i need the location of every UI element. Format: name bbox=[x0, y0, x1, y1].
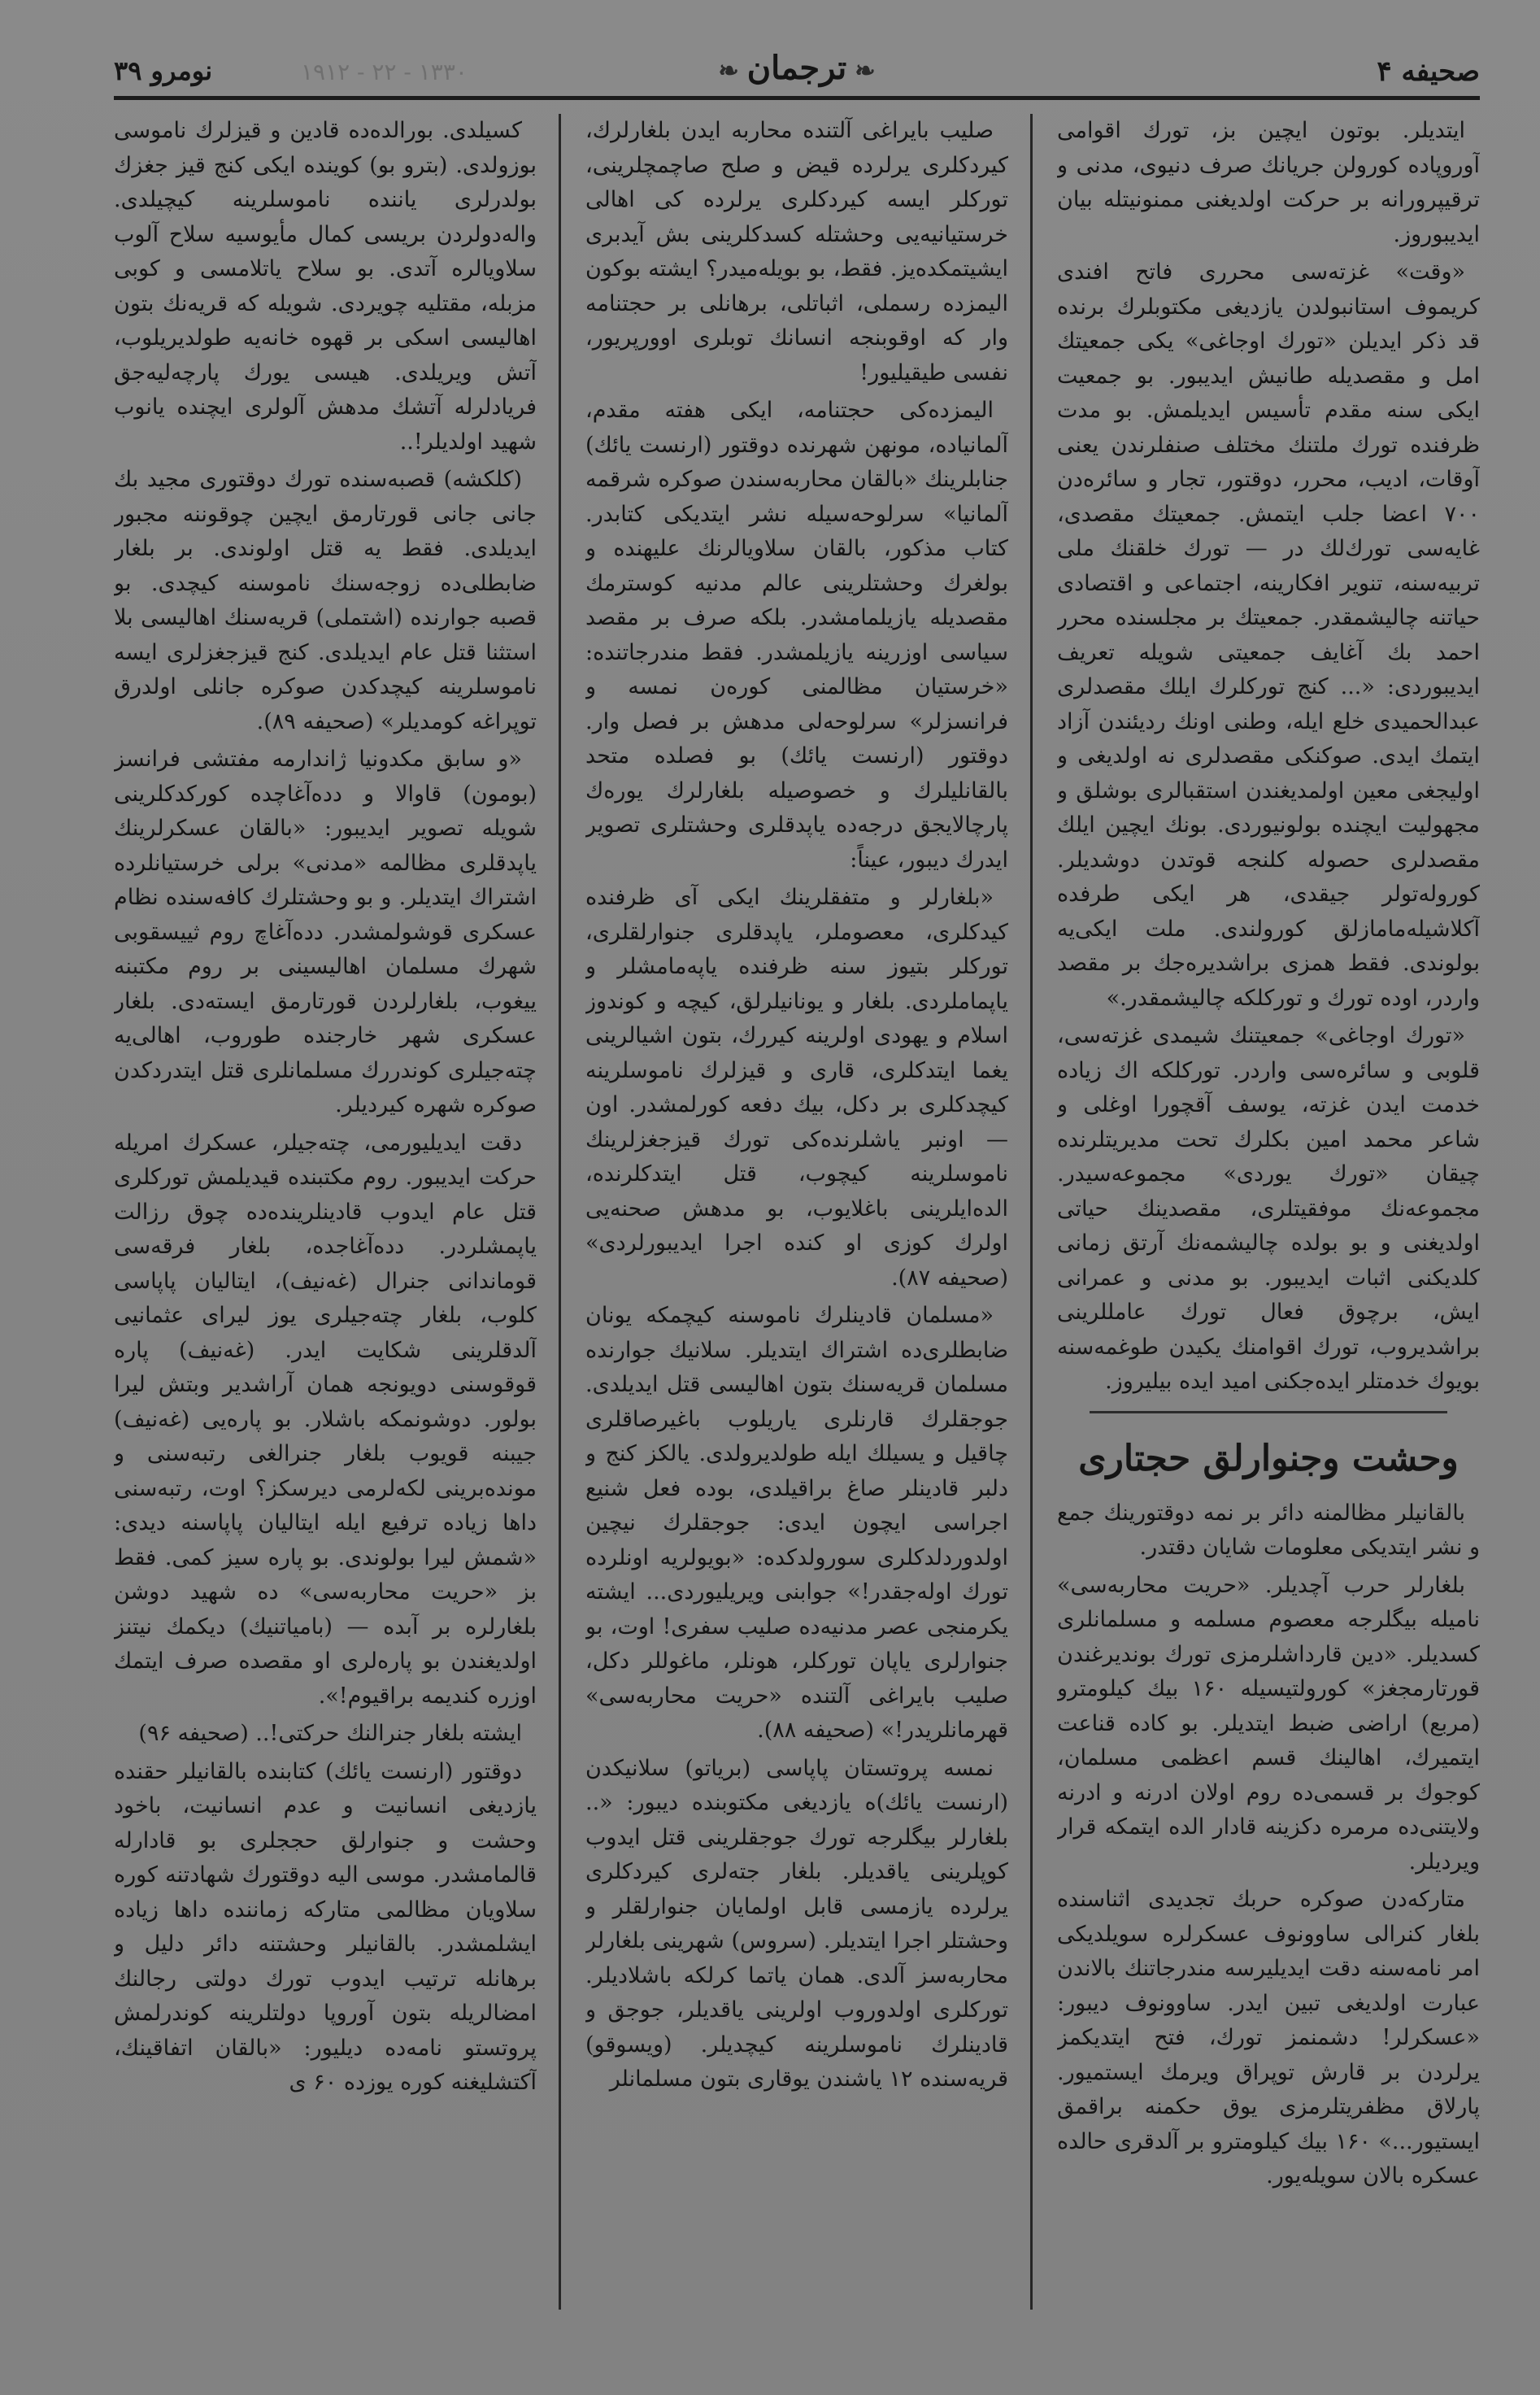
paragraph: دوقتور (ارنست یائك) کتابنده بالقانیلر حقنده یازدیغی انسانیت و عدم انسانیت، باخود وحشت و جنوارلق حججلری بو قادارله قالمامشدر. موسی الیه دوقتورك شهادتنه کوره سلاویان مظالمی متارکه زماننده داها زیاده ایشلمشدر. بالقانیلر وحشتنه دائر دلیل و برهانله ترتیب ایدوب تورك دولتی رجالنك امضالریله بتون آوروپا دولتلرینه کوندرلمش پروتستو نامه‌ده دیلیور: «بالقان اتفاقینك، آکتشلیغنه کوره یوزده ۶۰ ی bbox=[114, 1758, 537, 2095]
paragraph: بالقانیلر مظالمنه دائر بر نمه دوقتورینك جمع و نشر ایتدیکی معلومات شایان دقتدر. bbox=[1057, 1500, 1480, 1560]
paragraph: نمسه پروتستان پاپاسی (بریاتو) سلانیکدن (ارنست یائك)ه یازدیغی مکتوبنده دیبور: «.. بلغارلر بیگلرجه تورك جوجقلرینی قتل ایدوب کوپلرینی یاقدیلر. بلغار جته‌لری کیردکلری یرلرده یازمسی قابل اولمایان جنوارلقلر و وحشتلر اجرا ایتدیلر. (سروس) شهرینی بلغارلر محاربه‌سز آلدی. همان یاتما کرلکه باشلادیلر. تورکلری اولدوروب اولرینی یاقدیلر، جوجق و قادینلرك ناموسلرینه کیچدیلر. (ویسوقو) قریه‌سنده ۱۲ یاشندن یوقاری بتون مسلمانلر bbox=[585, 1755, 1008, 2092]
paragraph: ایتدیلر. بوتون ایچین بز، تورك اقوامی آوروپاده کورولن جریانك صرف دنیوی، مدنی و ترقیپرورانه بر حرکت اولدیغنی ممنونیتله بیان ایدیبوروز. bbox=[1057, 118, 1480, 247]
paragraph: «تورك اوجاغی» جمعیتنك شیمدی غزته‌سی، قلوبی و سائره‌سی واردر. تورکلکه اك زیاده خدمت ایدن غزته، یوسف آقچورا اوغلی و شاعر محمد امین بکلرك تحت مدیریتلرنده چیقان «تورك یوردی» مجموعه‌سیدر. مجموعه‌نك موفقیتلری، مقصدینك حیاتی اولدیغنی و بو بولده چالیشمه‌نك آرتق زمانی کلدیکنی اثبات ایدیبور. بو مدنی و عمرانی ایش، برچوق فعال تورك عامللرینی براشدیروب، تورك اقوامنك یکیدن طوغمه‌سنه بویوك خدمتلر ایده‌جکنی امید ایده بیلیروز. bbox=[1057, 1023, 1480, 1394]
paragraph: ایشته بلغار جنرالنك حرکتی!.. (صحیفه ۹۶) bbox=[138, 1721, 522, 1746]
column-right bbox=[1057, 114, 1480, 2310]
paragraph: «بلغارلر و متفقلرینك ایکی آی ظرفنده کیدکلری، معصوملر، یاپدقلری جنوارلقلری، تورکلر بتیوز سنه ظرفنده یاپه‌مامشلر و یاپماملردی. بلغار و یونانیلرلق، کیچه و کوندوز اسلام و یهودی اولرینه کیررك، بتون اشیالرینی یغما ایتدکلری، قاری و قیزلرك ناموسلرینه کیچدکلری بر دکل، بیك دفعه کورلمشدر. اون — اونبر یاشلرنده‌کی تورك قیزجغزلرینك ناموسلرینه کیچوب، قتل ایتدکلرنده، الده‌ایلرینی باغلایوب، بو مدهش صحنه‌یی اولرك کوزی او کنده اجرا ایدیبورلردی» (صحیفه ۸۷). bbox=[585, 885, 1008, 1291]
column-middle bbox=[585, 114, 1008, 2310]
column-rule bbox=[1030, 114, 1033, 2310]
section-title: وحشت وجنوارلق حجتاری bbox=[1078, 1437, 1459, 1479]
newspaper-title: ❧ ترجمان ❧ bbox=[694, 49, 900, 87]
section-divider bbox=[1090, 1411, 1447, 1413]
issue-number-label: نومرو ۳۹ bbox=[114, 55, 213, 86]
paragraph: دقت ایدیلیورمی، چته‌جیلر، عسکرك امریله حرکت ایدیبور. روم مکتبنده قیدیلمش تورکلری قتل عام ایدوب قادینلرینده‌ده چوق رزالت یاپمشلردر. دده‌آغاجده، بلغار فرقه‌سی قوماندانی جنرال (غه‌نیف)، ایتالیان پاپاسی کلوب، بلغار چته‌جیلری یوز لیرای عثمانیی آلدقلرینی شکایت ایدر. (غه‌نیف) پاره قوقوسنی دویونجه همان آراشدیر وبتش لیرا بولور. دوشونمکه باشلار. بو پاره‌یی (غه‌نیف) جیبنه قویوب بلغار جنرالغی رتبه‌سنی و مونده‌برینی لکه‌لرمی دیرسکز؟ اوت، رتبه‌سنی داها زیاده ترفیع ایله ایتالیان پاپاسنه دیدی: «شمش لیرا بولوندی. بو پاره سیز کمی. فقط بز «حریت محاربه‌سی» ده شهید دوشن بلغارلره بر آبده — (بامیاتنیك) دیکمك نیتنز اولدیغندن بو پاره‌لری او مقصده صرف ایتمك اوزره کندیمه براقیوم!». bbox=[114, 1130, 537, 1709]
paragraph: متارکه‌دن صوکره حربك تجدیدی اثناسنده بلغار کنرالی ساوونوف عسکرلره سویلدیکی امر نامه‌سنه دقت ایدیلیرسه مندرجاتنك بالاندن عبارت اولدیغی تبین ایدر. ساوونوف دیبور: «عسکرلر! دشمنمز تورك، فتح ایتدیکمز یرلردن بر قارش توپراق ویرمك ایستمیور. پارلاق مظفریتلرمزی یوق حکمنه براقمق ایستیور...» ۱۶۰ بیك کیلومترو بر آلدقری حالده عسکره بالان سویله‌یور. bbox=[1057, 1887, 1480, 2188]
paragraph: «و سابق مکدونیا ژاندارمه مفتشی فرانسز (بومون) قاوالا و دده‌آغاچده کورکدکلرینی شویله تصویر ایدیبور: «بالقان عسکرلرینك یاپدقلری مظالمه «مدنی» برلی خرستیانلرده اشتراك ایتدیلر. و بو وحشتلرك کافه‌سنده نظام عسکری قوشولمشدر. دده‌آغاچ روم ثییسقوبی شهرك مسلمان اهالیسینی بر روم مکتبنه ییغوب، بلغارلردن قورتارمق ایسته‌دی. بلغار عسکری شهر خارجنده طوروب، اهالی‌یه چته‌جیلری کوندررك مسلمانلری قتل ایتدردکدن صوکره شهره کیردیلر. bbox=[114, 747, 537, 1117]
paragraph: کسیلدی. بورالده‌ده قادین و قیزلرك ناموسی بوزولدی. (بترو بو) کوینده ایکی کنج قیز جغزك بولدرلری یاننده ناموسلرینه کیچیلدی. واله‌دولردن بریسی کمال مأیوسیه سلاح آلوب سلاویالره آتدی. بو سلاح یاتلامسی و کوبی مزبله، مقتلیه چویردی. شویله که قریه‌نك بتون اهالیسی اسکی بر قهوه خانه‌یه طولدیریلوب، آتش ویریلدی. هیسی یورك پارچه‌لیه‌جق فریادلرله آتشك مدهش آلولری ایچنده یانوب شهید اولدیلر!.. bbox=[114, 118, 537, 455]
columns-container bbox=[114, 114, 1480, 2326]
paragraph: (کلکشه) قصبه‌سنده تورك دوقتوری مجید بك جانی جانی قورتارمق ایچین چوقوننه مجبور ایدیلدی. فقط یه قتل اولوندی. بر بلغار ضابطلی‌ده زوجه‌سنك ناموسنه کیچدی. بو قصبه جوارنده (اشتملی) قریه‌سنك اهالیسی بلا استثنا قتل عام ایدیلدی. کنج قیزجغزلری ایسه ناموسلرینه کیچدکدن صوکره جانلی اولدرق توپراغه کومدیلر» (صحیفه ۸۹). bbox=[114, 467, 537, 734]
column-rule bbox=[559, 114, 561, 2310]
paragraph: «مسلمان قادینلرك ناموسنه کیچمکه یونان ضابطلری‌ده اشتراك ایتدیلر. سلانیك جوارنده مسلمان قریه‌سنك بتون اهالیسی قتل ایدیلدی. جوجقلرك قارنلری یاریلوب باغیرصاقلری چاقیل و یسیلك ایله طولدیرولدی. یالکز کنج و دلبر قادینلر صاغ براقیلدی، بوده فعل شنیع اجراسی ایچون ایدی: جوجقلرك نیچین اولدوردلدکلری سورولدکده: «بویولریه اونلرده تورك اوله‌جقدر!» جوابنی ویریلیوردی... ایشته یکرمنجی عصر مدنیه‌ده صلیب سفری! اوت، بو جنوارلری یاپان تورکلر، هونلر، ماغوللر دکل، صلیب بایراغی آلتنده «حریت محاربه‌سی» قهرمانلریدر!» (صحیفه ۸۸). bbox=[585, 1303, 1008, 1743]
paragraph: الیمزده‌کی حجتنامه، ایکی هفته مقدم، آلمانیاده، مونهن شهرنده دوقتور (ارنست یائك) جنابلرینك «بالقان محاربه‌سندن صوکره شرقمه آلمانیا» سرلوحه‌سیله نشر ایتدیکی کتابدر. کتاب مذکور، بالقان سلاویالرنك علیهنده و بولغرك وحشتلرینی عالم مدنیه کوسترمك مقصدیله یازیلمامشدر. بلکه صرف بر مقصد سیاسی اوزرینه یازیلمشدر. فقط مندرجاتنده: «خرستیان مظالمنی کوره‌ن نمسه و فرانسزلر» سرلوحه‌لی مدهش بر فصل وار. دوقتور (ارنست یائك) بو فصلده متحد بالقانلیلرك و خصوصیله بلغارلرك یوره‌ك پارچالایجق درجه‌ده یاپدقلری وحشتلری تصویر ایدرك دیبور، عیناً: bbox=[585, 398, 1008, 873]
faint-header-strip: ۱۹۱۲ - ۲۲ - ۱۳۳۰ bbox=[301, 59, 468, 85]
column-left bbox=[114, 114, 537, 2310]
paragraph: «وقت» غزته‌سی محرری فاتح افندی کریموف استانبولدن یازدیغی مکتوبلرك برنده قد ذکر ایدیلن «تورك اوجاغی» یکی جمعیتك امل و مقصدیله طانیش ایدیبور. بو جمعیت ایکی سنه مقدم تأسیس ایدیلمش. بو مدت ظرفنده تورك ملتنك مختلف صنفلرندن یعنی آوقات، ادیب، محرر، دوقتور، تجار و سائره‌دن ۷۰۰ اعضا جلب ایتمش. جمعیتك مقصدی، غایه‌سی تورك‌لك در — تورك خلقنك ملی تربیه‌سنه، تنویر افکارینه، اجتماعی و اقتصادی حیاتنه چالیشمقدر. جمعیتك بر مجلسنده محرر احمد بك آغایف جمعیتی شویله تعریف ایدیبوردی: «... کنج تورکلرك ایلك مقصدلری عبدالحمیدی خلع ایله، وطنی اونك ردیئندن آزاد ایتمك ایدی. صوکنکی مقصدلری نه اولدیغی و اولیجغی معین اولمدیغندن استقبالری بوشلق و مجهولیت ایچنده بولونیوردی. بونك ایچین ایلك مقصدلری حصوله کلنجه قوتدن دوشدیلر. کوروله‌تولر جیقدی، هر ایکی طرفده آکلاشیله‌مامازلق کورولندی. ملت ایکی‌یه بولوندی. فقط همزی براشدیره‌جك بر مقصد واردر، اوده تورك و تورکلکه چالیشمقدر.» bbox=[1057, 259, 1480, 1011]
paragraph: صلیب بایراغی آلتنده محاربه ایدن بلغارلرك، کیردکلری یرلرده قیض و صلح صاچمچلرینی، تورکلر ایسه کیردکلری یرلرده کی اهالی خرستیانیه‌یی وحشتله کسدکلرینی بش آیدبری ایشیتمکده‌یز. فقط، بو بویله‌میدر؟ ایشته بوکون الیمزده رسملی، اثباتلی، برهانلی بر حجتنامه وار که اوقوبنجه انسانك توبلری اوورپریور، نفسی طیقیلیور! bbox=[585, 118, 1008, 385]
header-rule bbox=[114, 96, 1480, 100]
paragraph: بلغارلر حرب آچدیلر. «حریت محاربه‌سی» نامیله بیگلرجه معصوم مسلمه و مسلمانلری کسدیلر. «دین قارداشلرمزی تورك بوندیرغندن قورتارمجغز» کورولتیسیله ۱۶۰ بیك کیلومترو (مربع) اراضی ضبط ایتدیلر. بو کاده قناعت ایتمیرك، اهالینك قسم اعظمی مسلمان، کوجوك بر قسمی‌ده روم اولان ادرنه و ادرنه ولایتنی‌ده مرمره دکزینه قادار الده ایتمکه قرار ویردیلر. bbox=[1057, 1572, 1480, 1875]
page-header bbox=[114, 41, 1480, 114]
page-number-label: صحیفه ۴ bbox=[1377, 55, 1480, 88]
